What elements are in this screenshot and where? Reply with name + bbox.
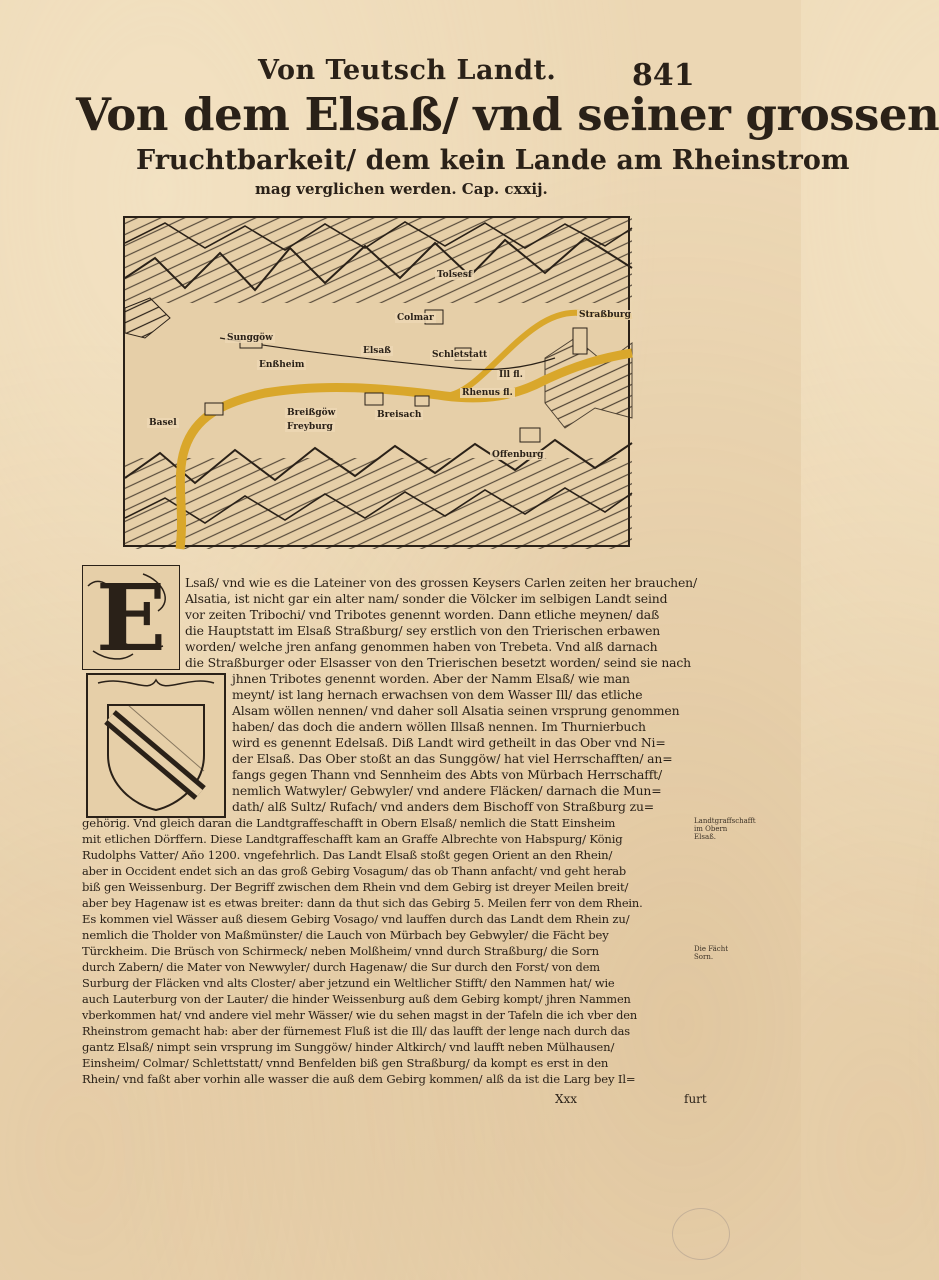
map-illustration	[125, 218, 632, 549]
text-line: fangs gegen Thann vnd Sennheim des Abts von Mürbach Herrschafft/	[232, 767, 662, 782]
initial-letter: E	[95, 564, 167, 672]
chapter-title-line-2: Fruchtbarkeit/ dem kein Lande am Rheinstrom	[136, 145, 850, 176]
page-number: 841	[632, 58, 695, 93]
chapter-title-line-3: mag verglichen werden. Cap. cxxij.	[255, 180, 548, 198]
text-line: gehörig. Vnd gleich daran die Landtgraffeschafft in Obern Elsaß/ nemlich die Statt Einsheim	[82, 816, 616, 830]
text-line: Rhein/ vnd faßt aber vorhin alle wasser die auß dem Gebirg kommen/ alß da ist die Larg bey Il=	[82, 1072, 636, 1086]
text-line: Lsaß/ vnd wie es die Lateiner von des grossen Keysers Carlen zeiten her brauchen/	[185, 575, 698, 590]
text-line: Surburg der Fläcken vnd alts Closter/ aber jetzund ein Weltlicher Stifft/ den Nammen hat/ wie	[82, 976, 615, 990]
text-line: Rheinstrom gemacht hab: aber der fürnemest Fluß ist die Ill/ das laufft der lenge nach durch das	[82, 1024, 631, 1038]
margin-note-rivers: Die Fächt Sorn.	[694, 945, 729, 961]
decorated-initial	[82, 565, 180, 670]
chapter-title-line-1: Von dem Elsaß/ vnd seiner grossen	[76, 88, 939, 141]
map-label-schletstatt: Schletstatt	[432, 350, 488, 360]
text-line: Es kommen viel Wässer auß diesem Gebirg Vosago/ vnd lauffen durch das Landt dem Rhein zu/	[82, 912, 630, 926]
coat-of-arms	[86, 673, 226, 818]
catchword: furt	[684, 1092, 707, 1106]
map-label-strassburg: Straßburg	[579, 310, 631, 320]
signature-mark: Xxx	[555, 1092, 578, 1106]
text-line: die Hauptstatt im Elsaß Straßburg/ sey erstlich von den Trierischen erbawen	[185, 623, 661, 638]
margin-note-landgraviate: Landtgraffschafft im Obern Elsaß.	[694, 817, 756, 841]
text-line: Einsheim/ Colmar/ Schlettstatt/ vnnd Benfelden biß gen Straßburg/ da kompt es erst in den	[82, 1056, 609, 1070]
text-line: Alsatia, ist nicht gar ein alter nam/ sonder die Völcker im selbigen Landt seind	[185, 591, 668, 606]
map-label-sunggow: Sunggöw	[227, 333, 273, 343]
map-label-elsass: Elsaß	[363, 346, 392, 356]
text-line: gantz Elsaß/ nimpt sein vrsprung im Sunggöw/ hinder Altkirch/ vnd laufft neben Mülhausen/	[82, 1040, 615, 1054]
coat-of-arms-shield	[88, 675, 224, 816]
alsace-woodcut-map	[123, 216, 630, 547]
text-line: haben/ das doch die andern wöllen Illsaß nennen. Im Thurnierbuch	[232, 719, 646, 734]
text-line: dath/ alß Sultz/ Rufach/ vnd anders dem Bischoff von Straßburg zu=	[232, 799, 655, 814]
text-line: aber in Occident endet sich an das groß Gebirg Vosagum/ das ob Thann anfacht/ vnd geht herab	[82, 864, 627, 878]
text-line: worden/ welche jren anfang genommen haben von Trebeta. Vnd alß darnach	[185, 639, 658, 654]
map-label-basel: Basel	[149, 418, 177, 428]
text-line: durch Zabern/ die Mater von Newwyler/ durch Hagenaw/ die Sur durch den Forst/ von dem	[82, 960, 600, 974]
text-line: Alsam wöllen nennen/ vnd daher soll Alsatia seinen vrsprung genommen	[232, 703, 680, 718]
text-line: biß gen Weissenburg. Der Begriff zwischen dem Rhein vnd dem Gebirg ist dreyer Meilen breit/	[82, 880, 629, 894]
text-line: Rudolphs Vatter/ Año 1200. vngefehrlich. Das Landt Elsaß stoßt gegen Orient an den Rhein/	[82, 848, 613, 862]
running-head: Von Teutsch Landt.	[258, 55, 557, 86]
faded-stamp	[672, 1208, 730, 1260]
map-label-tolsesf: Tolsesf	[437, 270, 472, 280]
text-line: nemlich Watwyler/ Gebwyler/ vnd andere Fläcken/ darnach die Mun=	[232, 783, 662, 798]
text-line: jhnen Tribotes genennt worden. Aber der Namm Elsaß/ wie man	[232, 671, 630, 686]
text-line: vor zeiten Tribochi/ vnd Tribotes genennt worden. Dann etliche meynen/ daß	[185, 607, 660, 622]
map-label-colmar: Colmar	[397, 313, 434, 323]
text-line: nemlich die Tholder von Maßmünster/ die Lauch von Mürbach bey Gebwyler/ die Fächt bey	[82, 928, 609, 942]
map-label-breisgow: Breißgöw	[287, 408, 336, 418]
text-line: wird es genennt Edelsaß. Diß Landt wird getheilt in das Ober vnd Ni=	[232, 735, 666, 750]
map-label-offenburg: Offenburg	[492, 450, 544, 460]
map-label-breisach: Breisach	[377, 410, 422, 420]
text-line: vberkommen hat/ vnd andere viel mehr Wässer/ wie du sehen magst in der Tafeln die ich vber den	[82, 1008, 638, 1022]
text-line: mit etlichen Dörffern. Diese Landtgraffeschafft kam an Graffe Albrechte von Habspurg/ König	[82, 832, 623, 846]
map-label-enssheim: Enßheim	[259, 360, 305, 370]
text-line: die Straßburger oder Elsasser von den Trierischen besetzt worden/ seind sie nach	[185, 655, 692, 670]
map-label-ill: Ill fl.	[499, 370, 523, 380]
text-line: Türckheim. Die Brüsch von Schirmeck/ neben Molßheim/ vnnd durch Straßburg/ die Sorn	[82, 944, 599, 958]
map-label-freyburg: Freyburg	[287, 422, 333, 432]
text-line: der Elsaß. Das Ober stoßt an das Sunggöw/ hat viel Herrschafften/ an=	[232, 751, 673, 766]
map-label-rhenus: Rhenus fl.	[462, 388, 513, 398]
text-line: meynt/ ist lang hernach erwachsen von dem Wasser Ill/ das etliche	[232, 687, 643, 702]
text-line: aber bey Hagenaw ist es etwas breiter: dann da thut sich das Gebirg 5. Meilen ferr von dem Rhein.	[82, 896, 643, 910]
text-line: auch Lauterburg von der Lauter/ die hinder Weissenburg auß dem Gebirg kompt/ jhren Nammen	[82, 992, 631, 1006]
